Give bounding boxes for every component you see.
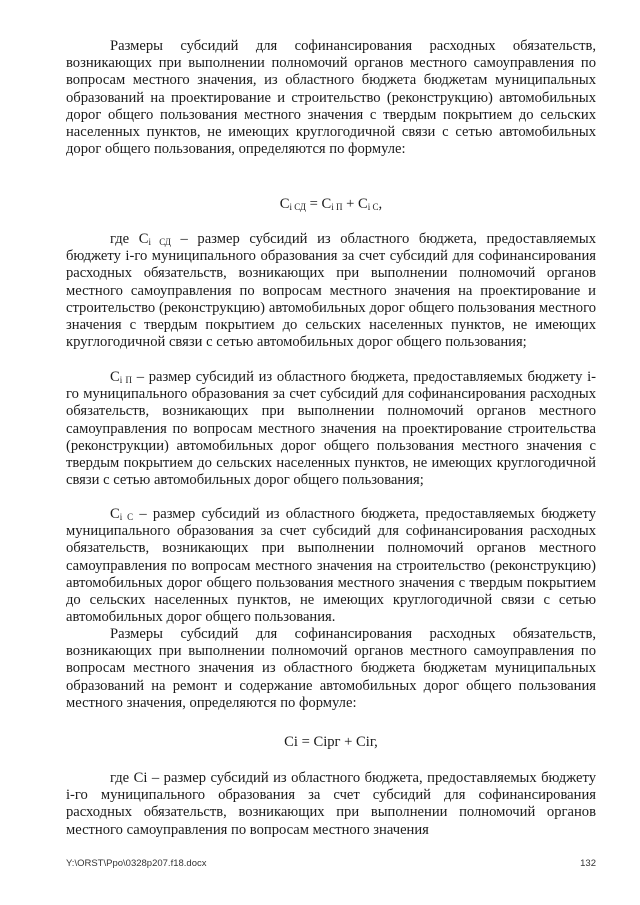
paragraph-4-sub: i С [119, 512, 134, 522]
formula-1-tail: , [378, 196, 383, 212]
page-footer [66, 855, 596, 869]
formula-1-lhs: C [279, 196, 290, 212]
paragraph-6: где Ci – размер субсидий из областного бюджета, предоставляемых бюджету i-го муниципального образования за счет субсидий для софинансирования расходных обязательств, возникающих при выполнении полномочий органов местного самоуправления по вопросам местного значения [66, 770, 596, 838]
paragraph-3-sub: i П [119, 375, 133, 385]
paragraph-2-sub: i СД [148, 237, 171, 247]
paragraph-3 [66, 369, 596, 489]
formula-1-plus: + C [342, 196, 368, 212]
paragraph-4 [66, 506, 596, 626]
page-number: 132 [580, 858, 596, 869]
formula-1 [66, 196, 596, 213]
paragraph-4-prefix: C [110, 506, 120, 522]
paragraph-1: Размеры субсидий для софинансирования расходных обязательств, возникающих при выполнении полномочий органов местного самоуправления по вопросам местного значения, из областного бюджета бюджетам муниципальных образований на проектирование и строительство (реконструкцию) автомобильных дорог общего пользования местного значения с твердым покрытием до сельских населенных пунктов, не имеющих круглогодичной связи с сетью автомобильных дорог общего пользования, определяются по формуле: [66, 38, 596, 158]
paragraph-3-prefix: C [110, 369, 120, 385]
paragraph-3-text: – размер субсидий из областного бюджета, предоставляемых бюджету i-го муниципального образования за счет субсидий для софинансирования расходных обязательств, возникающих при выполнении полномочий органов местного самоуправления по вопросам местного значения на проектирование строительства (реконструкции) автомобильных дорог общего пользования местного значения с твердым покрытием до сельских населенных пунктов, не имеющих круглогодичной связи с сетью автомобильных дорог общего пользования; [66, 369, 597, 489]
formula-2: Ci = Ciрг + Ciг, [284, 734, 378, 750]
formula-1-term2-sub: i С [367, 202, 379, 212]
formula-1-lhs-sub: i СД [289, 202, 306, 212]
paragraph-4-text: – размер субсидий из областного бюджета, предоставляемых бюджету муниципального образования за счет субсидий для софинансирования расходных обязательств, возникающих при выполнении полномочий органов местного самоуправления по вопросам местного значения на строительство (реконструкцию) автомобильных дорог общего пользования местного значения с твердым покрытием до сельских населенных пунктов, не имеющих круглогодичной связи с сетью автомобильных дорог общего пользования. [66, 506, 596, 626]
paragraph-2-text: – размер субсидий из областного бюджета, предоставляемых бюджету i-го муниципального образования за счет субсидий для софинансирования расходных обязательств, возникающих при выполнении полномочий органов местного самоуправления по вопросам местного значения на проектирование и строительство (реконструкцию) автомобильных дорог общего пользования местного значения с твердым покрытием до сельских населенных пунктов, не имеющих круглогодичной связи с сетью автомобильных дорог общего пользования; [66, 231, 596, 351]
paragraph-5: Размеры субсидий для софинансирования расходных обязательств, возникающих при выполнении полномочий органов местного самоуправления по вопросам местного значения из областного бюджета бюджетам муниципальных образований на ремонт и содержание автомобильных дорог общего пользования местного значения, определяются по формуле: [66, 626, 596, 711]
formula-1-term1-sub: i П [331, 202, 343, 212]
file-path: Y:\ORST\Ppo\0328p207.f18.docx [66, 858, 207, 869]
paragraph-2 [66, 231, 596, 351]
formula-1-eq: = C [305, 196, 332, 212]
paragraph-2-prefix: где C [110, 231, 149, 247]
